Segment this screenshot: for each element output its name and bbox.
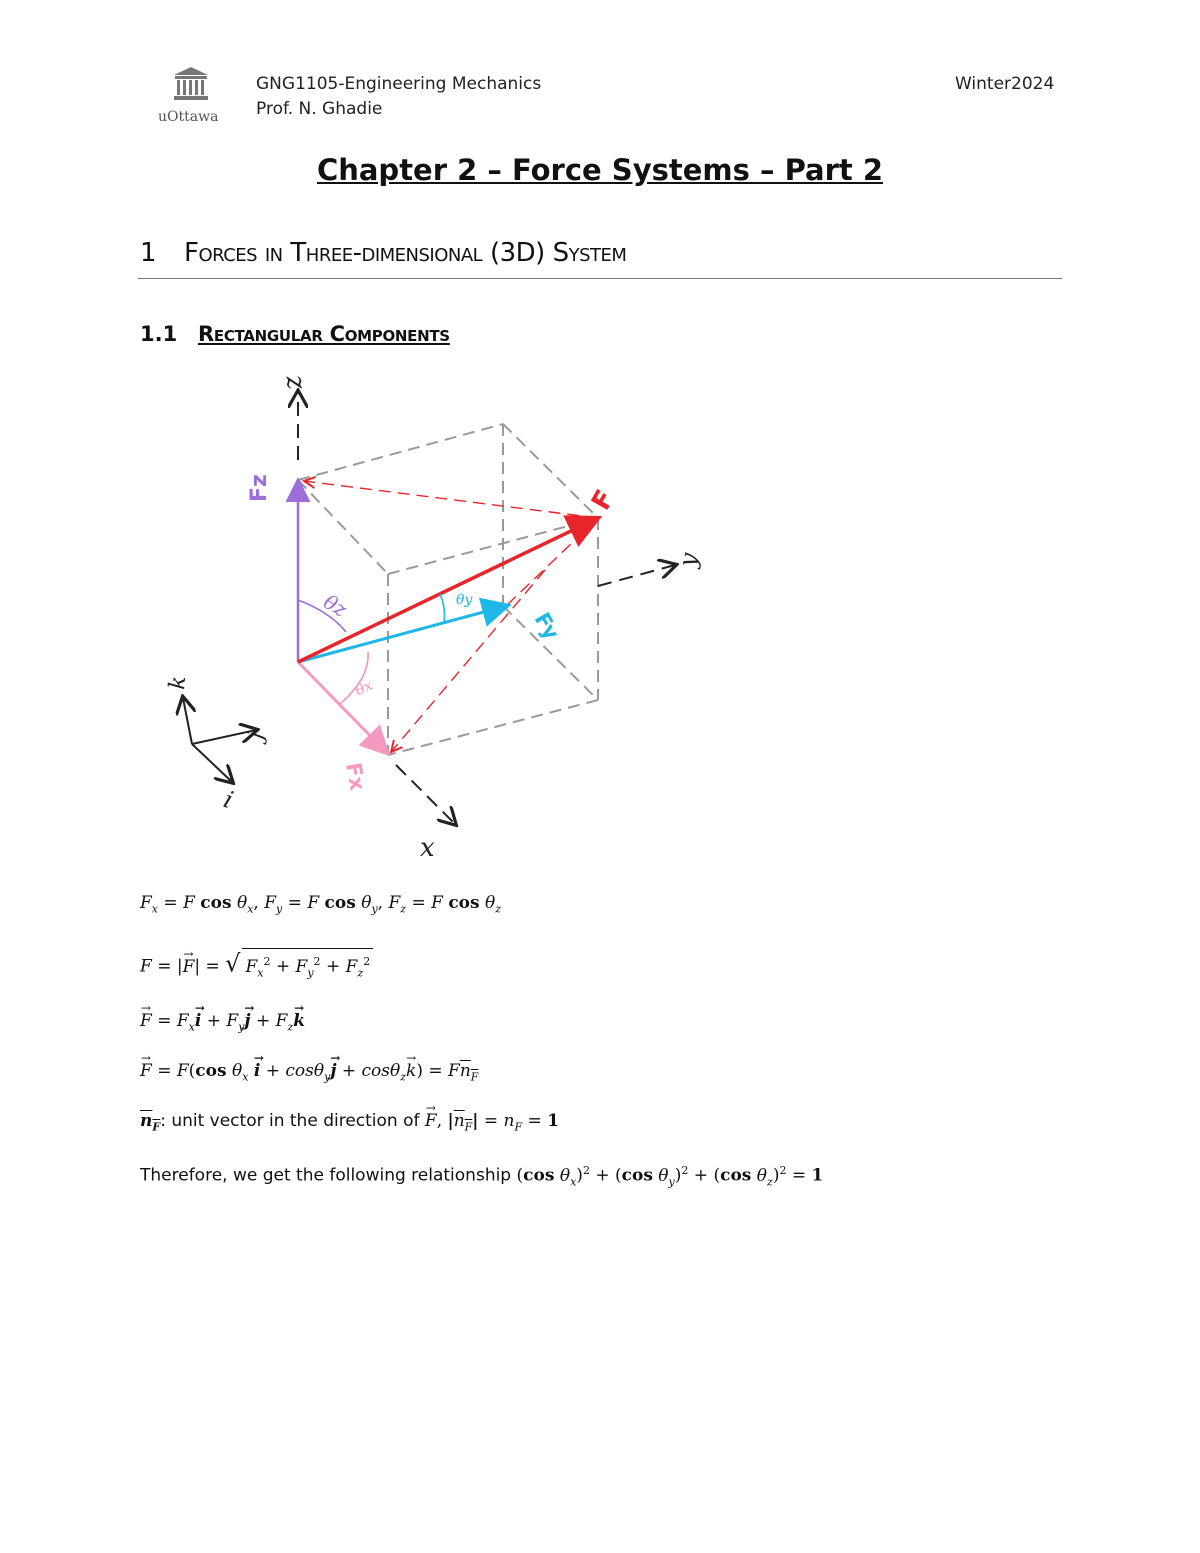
professor-name: Prof. N. Ghadie	[256, 99, 383, 119]
y-axis	[598, 565, 675, 586]
subsection-title: Rectangular Components	[198, 322, 450, 346]
course-name: GNG1105-Engineering Mechanics	[256, 74, 542, 94]
k-label: k	[165, 675, 192, 691]
section-title: Forces in Three-dimensional (3D) System	[184, 238, 627, 268]
equation-magnitude: F = |→ F| = √ $F_x^2 + F_y^2 + F_z^2$	[140, 948, 373, 986]
y-axis-label: y	[673, 550, 704, 570]
relationship-text: Therefore, we get the following relationship	[140, 1165, 517, 1186]
theta-y-label: θy	[456, 592, 473, 608]
chapter-title: Chapter 2 – Force Systems – Part 2	[316, 153, 884, 187]
unit-vector-text: : unit vector in the direction of	[160, 1111, 425, 1131]
equation-vector-sum: → $F = F_x\to i + F_y\to j + F_z\to k$	[140, 1008, 305, 1040]
equation-components: $F_x = F$ $\cos \theta_x$, $F_y = F$ $\cos \theta_y$, $F_z = F$ $\cos \theta_z$	[140, 893, 502, 916]
section-number: 1	[140, 238, 157, 268]
f-label: F	[586, 485, 621, 516]
theta-x-label: θx	[352, 675, 376, 700]
x-axis	[396, 765, 455, 824]
z-axis-label: z	[276, 373, 309, 392]
j-label: j	[243, 729, 270, 742]
x-axis-label: x	[420, 833, 435, 863]
i-label: i	[219, 785, 237, 815]
fy-label: Fy	[529, 608, 564, 644]
term: Winter2024	[955, 74, 1055, 94]
equation-relationship: Therefore, we get the following relationship (cos $\theta_x)^2 + (\cos$ $\theta_y)^2 + (\cos$ $\theta_z)^2 = 1$	[140, 1164, 824, 1189]
unit-vector-triad	[183, 698, 256, 782]
subsection-number: 1.1	[140, 322, 178, 346]
equation-unit-vector: $n_F$: unit vector in the direction of → F, $|n_F| = n_F = 1$	[140, 1108, 559, 1140]
fz-label: Fz	[247, 474, 272, 502]
f-vector	[298, 519, 596, 662]
theta-y-arc	[440, 594, 445, 622]
theta-z-label: θz	[319, 589, 352, 622]
axes	[298, 392, 675, 824]
fx-vector	[298, 662, 386, 752]
equation-direction-cosines: → F = F(cos $\theta_x \to i + \cos\theta_y\to j + \cos\theta_z\to k) = Fn_F$	[140, 1058, 478, 1090]
fx-label: Fx	[341, 760, 370, 793]
logo-text: uOttawa	[158, 109, 219, 125]
